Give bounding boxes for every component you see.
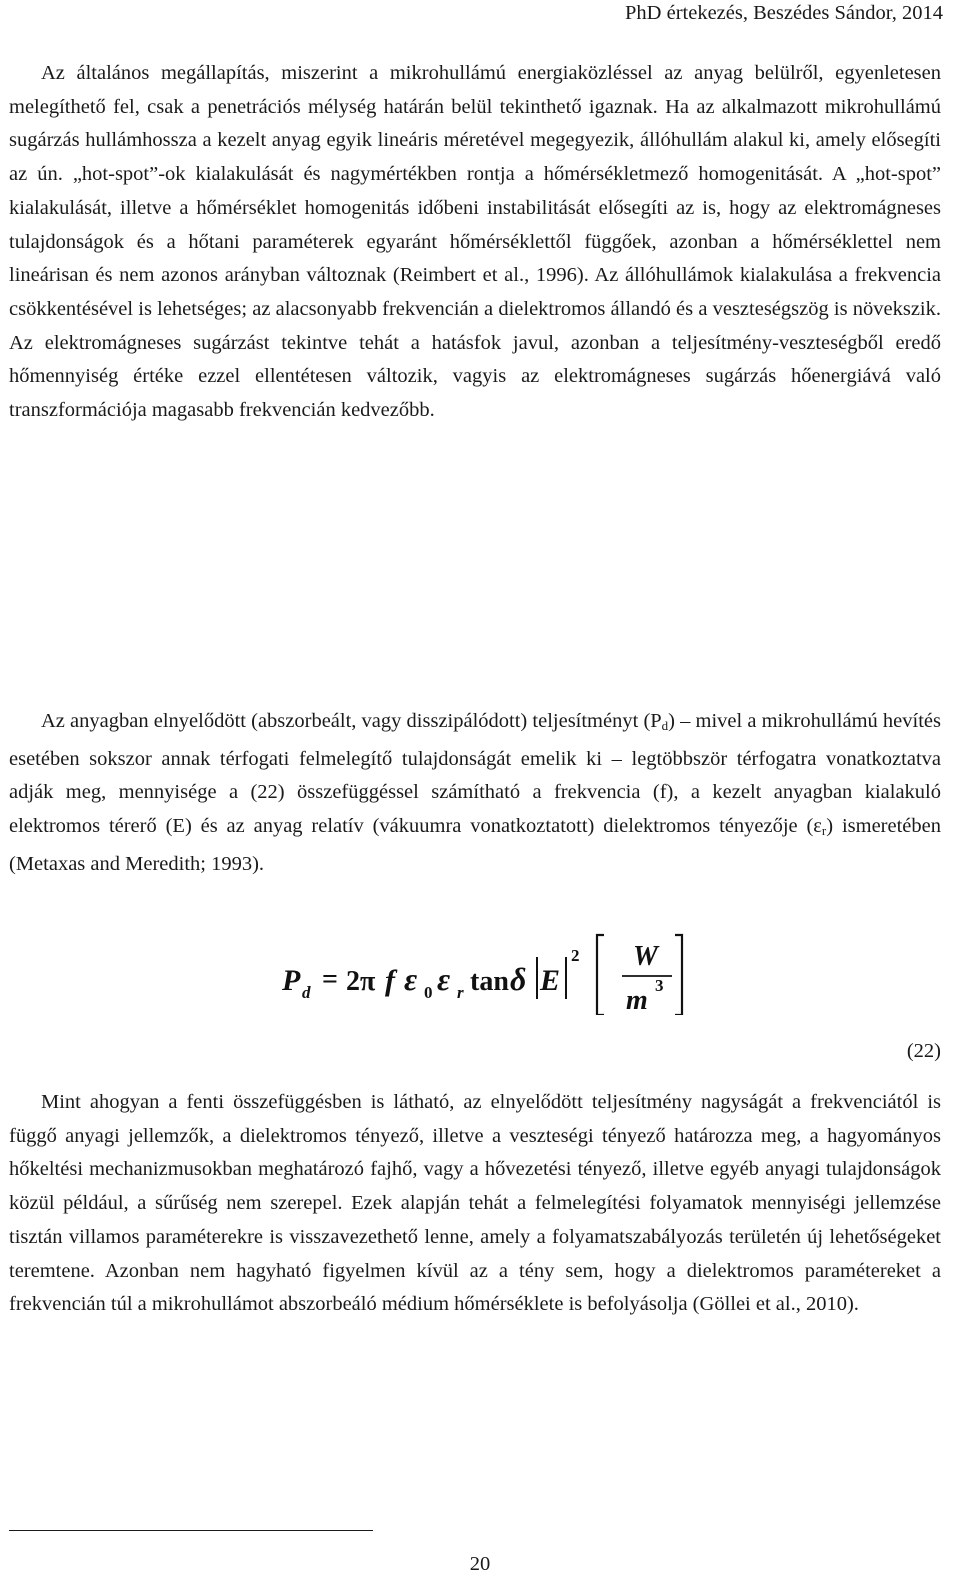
eq-subscript-r: r xyxy=(457,983,464,1002)
text-run: ) ismeretében (Metaxas and Meredith; 1993). xyxy=(9,815,941,875)
footnote-separator xyxy=(9,1530,373,1531)
paragraph-text xyxy=(9,705,941,882)
eq-E: E xyxy=(540,964,561,997)
text-run: ) – mivel a mikrohullámú hevítés esetében sokszor annak térfogati felmelegítő tulajdonságát emelik ki – legtöbbször térfogatra vonatkoztatva adják meg, mennyisége a (22) összefüggéssel számítható a frekvencia (f), a kezelt anyagban kialakuló elektromos térerő (E) és az anyag relatív (vákuumra vonatkoztatott) dielektromos tényezője (ε xyxy=(9,710,941,838)
eq-coefficient: 2π xyxy=(346,966,376,997)
page-number: 20 xyxy=(469,1553,491,1575)
eq-delta: δ xyxy=(510,961,527,997)
eq-equals: = xyxy=(322,964,338,995)
paragraph-absorbed-power xyxy=(9,705,941,882)
equation-22 xyxy=(0,925,960,1015)
eq-tan: tan xyxy=(470,966,509,997)
eq-epsilon-0: ε xyxy=(404,961,418,997)
eq-unit-power-3: 3 xyxy=(655,976,664,995)
eq-power-2: 2 xyxy=(571,946,580,965)
eq-right-bracket xyxy=(675,935,682,1015)
eq-unit-denominator: m xyxy=(626,985,648,1015)
running-header: PhD értekezés, Beszédes Sándor, 2014 xyxy=(625,2,943,24)
eq-left-bracket xyxy=(597,935,604,1015)
paragraph-text: Az általános megállapítás, miszerint a mikrohullámú energiaközléssel az anyag belülről, egyenletesen melegíthető fel, csak a penetrációs mélység határán belül tekinthető igaznak. Ha az alkalmazott mikrohullámú sugárzás hullámhossza a kezelt anyag egyik lineáris méretével megegyezik, állóhullám alakul ki, amely elősegíti az ún. „hot-spot”-ok kialakulását és nagymértékben rontja a hőmérsékletmező homogenitását. A „hot-spot” kialakulását, illetve a hőmérséklet homogenitás időbeni instabilitását elősegíti az is, hogy az elektromágneses tulajdonságok és a hőtani paraméterek egyaránt hőmérséklettől függőek, azonban a hőmérséklettel nem lineárisan és nem azonos arányban változnak (Reimbert et al., 1996). Az állóhullámok kialakulása a frekvencia csökkentésével is lehetséges; az alacsonyabb frekvencián a dielektromos állandó és a veszteségszög is növekszik. Az elektromágneses sugárzást tekintve tehát a hatásfok javul, azonban a teljesítmény-veszteségből eredő hőmennyiség értéke ezzel ellentétesen változik, vagyis az elektromágneses sugárzás hőenergiává való transzformációja magasabb frekvencián kedvezőbb. xyxy=(9,62,941,422)
paragraph-hot-spot xyxy=(9,57,941,428)
eq-lhs-subscript: d xyxy=(302,983,311,1002)
subscript-d: d xyxy=(661,718,669,733)
paragraph-dielectric-properties xyxy=(9,1086,941,1322)
eq-lhs-P: P xyxy=(282,964,301,997)
eq-epsilon-r: ε xyxy=(437,961,451,997)
eq-subscript-0: 0 xyxy=(424,983,433,1002)
paragraph-text: Mint ahogyan a fenti összefüggésben is látható, az elnyelődött teljesítmény nagyságát a frekvenciától is függő anyagi jellemzők, a dielektromos tényező, illetve a veszteségi tényező határozza meg, a hagyományos hőkeltési mechanizmusokban meghatározó fajhő, vagy a hővezetési tényező, illetve egyéb anyagi tulajdonságok közül például, a sűrűség nem szerepel. Ezek alapján tehát a felmelegítési folyamatok mennyiségi jellemzése tisztán villamos paraméterekre is visszavezethető lenne, amely a folyamatszabályozás területén új lehetőségeket teremtene. Azonban nem hagyható figyelmen kívül az a tény sem, hogy a dielektromos paramétereket a frekvencián túl a mikrohullámot abszorbeáló médium hőmérséklete is befolyásolja (Göllei et al., 2010). xyxy=(9,1091,941,1316)
eq-unit-numerator: W xyxy=(633,941,658,972)
subscript-r: r xyxy=(821,823,827,839)
text-run: Az anyagban elnyelődött (abszorbeált, vagy disszipálódott) teljesítményt (P xyxy=(41,710,662,732)
eq-frequency: f xyxy=(385,964,395,997)
equation-number: (22) xyxy=(906,1040,941,1062)
